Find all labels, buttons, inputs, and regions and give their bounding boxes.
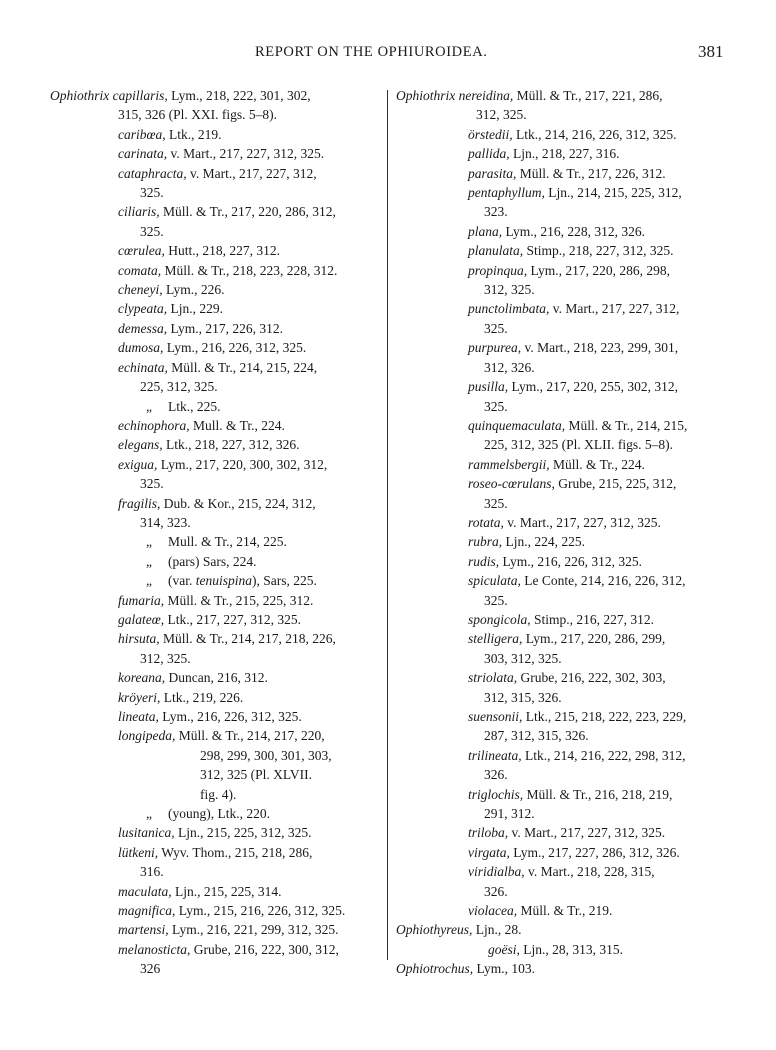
index-entry: [50, 435, 380, 454]
entry-refs: Lym., 217, 226, 312.: [167, 320, 284, 336]
index-entry: [396, 862, 736, 901]
index-entry: [50, 591, 380, 610]
entry-refs: Müll. & Tr., 217, 221, 286,: [513, 88, 663, 103]
species-name: pusilla,: [468, 379, 509, 395]
entry-line: [50, 435, 380, 454]
index-entry: [50, 144, 380, 163]
index-entry: [396, 668, 736, 707]
index-entry: [396, 513, 736, 532]
entry-line: [396, 241, 736, 260]
entry-refs: v. Mart., 217, 227, 312,: [549, 301, 680, 317]
index-entry: [396, 299, 736, 338]
entry-line: [396, 746, 736, 765]
species-name: echinata,: [118, 359, 168, 375]
index-column-right: [396, 86, 736, 979]
species-name: lütkeni,: [118, 844, 159, 860]
entry-refs: Ljn., 215, 225, 312, 325.: [174, 825, 312, 841]
entry-refs: Ltk., 214, 216, 226, 312, 325.: [512, 126, 677, 142]
species-name: exigua,: [118, 456, 158, 472]
page-number: 381: [698, 42, 724, 61]
species-name: viridialba,: [468, 864, 525, 880]
species-name: quinquemaculata,: [468, 417, 566, 433]
index-entry: [396, 707, 736, 746]
entry-refs: Müll. & Tr., 214, 217, 218, 226,: [159, 631, 336, 647]
entry-refs: Ljn., 224, 225.: [502, 534, 586, 550]
entry-continuation: 316.: [140, 864, 164, 880]
entry-line: [50, 164, 380, 183]
species-name: pallida,: [468, 146, 510, 162]
entry-refs: Duncan, 216, 312.: [165, 670, 268, 686]
index-entry: [50, 668, 380, 687]
entry-line: [50, 629, 380, 648]
entry-line: [50, 338, 380, 357]
entry-line: [396, 377, 736, 396]
index-entry: [50, 688, 380, 707]
species-name: punctolimbata,: [468, 301, 550, 317]
index-entry: [396, 746, 736, 785]
index-entry: [50, 455, 380, 494]
entry-line: [50, 416, 380, 435]
index-entry: [396, 823, 736, 842]
entry-line: [396, 222, 736, 241]
species-name: triglochis,: [468, 786, 524, 802]
species-name: örstedii,: [468, 126, 513, 142]
index-entry: [50, 86, 380, 125]
entry-line: [396, 668, 736, 687]
species-name: cataphracta,: [118, 165, 187, 181]
entry-continuation: 312, 315, 326.: [484, 689, 562, 705]
entry-continuation: fig. 4).: [200, 786, 237, 802]
entry-line: [396, 920, 736, 939]
entry-refs: v. Mart., 218, 223, 299, 301,: [521, 340, 679, 356]
entry-refs: v. Mart., 217, 227, 312, 325.: [508, 825, 666, 841]
entry-line: [396, 571, 736, 590]
ditto-mark: „: [146, 573, 152, 589]
species-name: plana,: [468, 223, 503, 239]
entry-refs: Stimp., 218, 227, 312, 325.: [523, 243, 674, 259]
entry-refs: Lym., 216, 228, 312, 326.: [502, 223, 646, 239]
entry-refs: Lym., 217, 220, 255, 302, 312,: [508, 379, 679, 395]
species-name: spongicola,: [468, 611, 531, 627]
species-name: caribœa,: [118, 126, 166, 142]
entry-continuation: 298, 299, 300, 301, 303,: [200, 747, 332, 763]
species-name: spiculata,: [468, 573, 521, 589]
index-entry: [396, 338, 736, 377]
entry-refs: Lym., 218, 222, 301, 302,: [167, 88, 311, 103]
species-name: rubra,: [468, 534, 503, 550]
entry-line: [396, 86, 736, 105]
entry-text: (var.: [168, 573, 196, 589]
ditto-mark: „: [146, 806, 152, 822]
entry-line: [50, 202, 380, 221]
index-entry: [50, 532, 380, 551]
species-name: roseo-cœrulans,: [468, 476, 555, 492]
entry-continuation: 314, 323.: [140, 514, 191, 530]
index-entry: [50, 920, 380, 939]
entry-refs: Mull. & Tr., 214, 225.: [168, 534, 287, 550]
species-name: propinqua,: [468, 262, 528, 278]
running-title: REPORT ON THE OPHIUROIDEA.: [255, 44, 488, 60]
species-name: longipeda,: [118, 728, 176, 744]
species-name: pentaphyllum,: [468, 185, 545, 201]
index-entry: [50, 299, 380, 318]
entry-line: [50, 571, 380, 590]
index-entry: [396, 164, 736, 183]
entry-refs: v. Mart., 218, 228, 315,: [524, 864, 655, 880]
species-name: purpurea,: [468, 340, 522, 356]
entry-refs: Stimp., 216, 227, 312.: [530, 611, 655, 627]
index-entry: [396, 377, 736, 416]
index-entry: [396, 261, 736, 300]
entry-line: [50, 823, 380, 842]
entry-refs: Lym., 217, 220, 300, 302, 312,: [157, 456, 328, 472]
index-entry: [50, 726, 380, 804]
index-entry: [396, 552, 736, 571]
index-entry: [50, 319, 380, 338]
entry-line: [396, 901, 736, 920]
entry-refs: Lym., 217, 220, 286, 298,: [527, 262, 671, 278]
entry-refs: Lym., 215, 216, 226, 312, 325.: [175, 903, 346, 919]
entry-line: [50, 455, 380, 474]
species-name: capillaris,: [112, 88, 168, 103]
running-header: [0, 44, 776, 66]
index-entry: [396, 455, 736, 474]
species-name: triloba,: [468, 825, 509, 841]
index-entry: [396, 416, 736, 455]
entry-line: [396, 532, 736, 551]
species-name: echinophora,: [118, 417, 190, 433]
entry-continuation: 325.: [140, 185, 164, 201]
index-entry: [396, 610, 736, 629]
entry-refs: Ljn., 229.: [167, 301, 223, 317]
entry-line: [396, 183, 736, 202]
index-entry: [396, 86, 736, 125]
entry-line: [50, 843, 380, 862]
entry-line: [396, 610, 736, 629]
entry-refs: ), Sars, 225.: [252, 573, 317, 589]
entry-refs: Ltk., 214, 216, 222, 298, 312,: [521, 747, 686, 763]
species-name: elegans,: [118, 437, 163, 453]
entry-line: [50, 358, 380, 377]
entry-refs: Ljn., 215, 225, 314.: [171, 883, 282, 899]
entry-line: [50, 668, 380, 687]
index-entry: [396, 144, 736, 163]
entry-continuation: 315, 326 (Pl. XXI. figs. 5–8).: [118, 107, 277, 123]
entry-refs: (pars) Sars, 224.: [168, 553, 257, 569]
entry-refs: Ltk., 219.: [165, 126, 222, 142]
entry-continuation: 325.: [140, 476, 164, 492]
index-entry: [396, 241, 736, 260]
entry-refs: Ltk., 225.: [168, 398, 221, 414]
entry-line: [396, 707, 736, 726]
entry-line: [396, 552, 736, 571]
entry-refs: Ltk., 215, 218, 222, 223, 229,: [522, 709, 687, 724]
entry-continuation: 325.: [484, 495, 508, 511]
column-divider: [387, 90, 388, 960]
species-name: demessa,: [118, 320, 168, 336]
species-name: magnifica,: [118, 903, 176, 919]
entry-refs: Müll. & Tr., 217, 220, 286, 312,: [159, 204, 336, 220]
entry-refs: (young), Ltk., 220.: [168, 806, 270, 822]
index-entry: [50, 843, 380, 882]
entry-line: [50, 591, 380, 610]
entry-continuation: 312, 325.: [484, 282, 535, 298]
entry-line: [396, 299, 736, 318]
species-name: galateœ,: [118, 611, 165, 627]
species-name: melanosticta,: [118, 941, 191, 957]
entry-refs: Müll. & Tr., 214, 217, 220,: [175, 728, 325, 744]
index-entry: [50, 571, 380, 590]
index-entry: [50, 882, 380, 901]
entry-continuation: 323.: [484, 204, 508, 220]
index-entry: [50, 261, 380, 280]
entry-line: [396, 940, 736, 959]
entry-line: [50, 882, 380, 901]
entry-continuation: 325.: [140, 223, 164, 239]
index-entry: [50, 241, 380, 260]
entry-refs: Lym., 216, 226, 312, 325.: [499, 553, 643, 569]
index-entry: [50, 397, 380, 416]
entry-line: [50, 726, 380, 745]
species-name: comata,: [118, 262, 162, 278]
entry-line: [50, 552, 380, 571]
entry-line: [396, 261, 736, 280]
genus-name: Ophiothrix: [50, 88, 113, 103]
entry-continuation: 312, 325 (Pl. XLVII.: [200, 767, 313, 783]
index-entry: [396, 920, 736, 939]
entry-refs: Lym., 217, 227, 286, 312, 326.: [509, 844, 680, 860]
index-entry: [50, 280, 380, 299]
entry-line: [396, 338, 736, 357]
entry-refs: Ltk., 218, 227, 312, 326.: [162, 437, 300, 453]
entry-line: [50, 144, 380, 163]
index-entry: [396, 959, 736, 978]
entry-refs: Müll. & Tr., 214, 215,: [565, 417, 688, 433]
species-name: dumosa,: [118, 340, 164, 356]
species-name: carinata,: [118, 146, 168, 162]
entry-refs: Lym., 216, 221, 299, 312, 325.: [168, 922, 339, 938]
entry-line: [50, 494, 380, 513]
entry-line: [50, 241, 380, 260]
entry-line: [50, 688, 380, 707]
entry-continuation: 325.: [484, 592, 508, 608]
entry-refs: Hutt., 218, 227, 312.: [164, 243, 281, 259]
species-name: koreana,: [118, 670, 166, 686]
entry-line: [396, 125, 736, 144]
species-name: stelligera,: [468, 631, 523, 647]
index-entry: [50, 629, 380, 668]
index-entry: [50, 164, 380, 203]
entry-line: [50, 901, 380, 920]
index-entry: [50, 804, 380, 823]
entry-line: [396, 164, 736, 183]
ditto-mark: „: [146, 398, 152, 414]
entry-continuation: 326.: [484, 883, 508, 899]
entry-refs: Dub. & Kor., 215, 224, 312,: [160, 495, 316, 511]
genus-name: Ophiothyreus,: [396, 922, 473, 938]
index-entry: [396, 629, 736, 668]
species-name: hirsuta,: [118, 631, 160, 647]
entry-refs: Müll. & Tr., 224.: [549, 456, 645, 472]
entry-refs: Müll. & Tr., 215, 225, 312.: [164, 592, 314, 608]
species-name: trilineata,: [468, 747, 522, 763]
index-entry: [396, 940, 736, 959]
species-name: maculata,: [118, 883, 172, 899]
species-name: cheneyi,: [118, 282, 163, 298]
index-entry: [50, 552, 380, 571]
entry-line: [50, 920, 380, 939]
species-name: clypeata,: [118, 301, 168, 317]
entry-line: [396, 785, 736, 804]
species-name: lusitanica,: [118, 825, 175, 841]
species-name: martensi,: [118, 922, 169, 938]
entry-line: [50, 397, 380, 416]
entry-line: [50, 532, 380, 551]
index-entry: [50, 202, 380, 241]
entry-refs: Ljn., 28.: [472, 922, 522, 938]
index-entry: [50, 901, 380, 920]
entry-refs: v. Mart., 217, 227, 312,: [186, 165, 317, 181]
entry-refs: Müll. & Tr., 219.: [517, 903, 613, 919]
species-name: rudis,: [468, 553, 500, 569]
entry-continuation: 312, 325.: [140, 650, 191, 666]
species-name: striolata,: [468, 670, 518, 686]
entry-line: [396, 629, 736, 648]
index-entry: [50, 823, 380, 842]
entry-line: [396, 843, 736, 862]
entry-line: [396, 823, 736, 842]
species-name: fumaria,: [118, 592, 165, 608]
entry-refs: Ltk., 219, 226.: [160, 689, 244, 705]
index-entry: [396, 571, 736, 610]
entry-line: [50, 299, 380, 318]
entry-refs: Grube, 216, 222, 302, 303,: [517, 670, 666, 686]
species-name: kröyeri,: [118, 689, 161, 705]
index-entry: [396, 901, 736, 920]
index-entry: [396, 474, 736, 513]
entry-line: [50, 610, 380, 629]
entry-refs: Le Conte, 214, 216, 226, 312,: [520, 573, 686, 589]
entry-line: [396, 862, 736, 881]
entry-refs: Lym., 216, 226, 312, 325.: [158, 709, 302, 724]
entry-line: [396, 144, 736, 163]
index-entry: [50, 416, 380, 435]
entry-line: [396, 959, 736, 978]
index-entry: [396, 532, 736, 551]
entry-refs: Lym., 103.: [473, 961, 536, 977]
entry-line: [50, 280, 380, 299]
entry-refs: Lym., 217, 220, 286, 299,: [522, 631, 666, 647]
entry-continuation: 312, 325.: [476, 107, 527, 123]
index-entry: [50, 358, 380, 397]
entry-continuation: 303, 312, 325.: [484, 650, 562, 666]
entry-continuation: 225, 312, 325 (Pl. XLII. figs. 5–8).: [484, 437, 673, 453]
entry-refs: Grube, 215, 225, 312,: [554, 476, 677, 492]
index-entry: [50, 610, 380, 629]
entry-line: [50, 86, 380, 105]
entry-line: [396, 455, 736, 474]
species-name: cœrulea,: [118, 243, 165, 259]
entry-line: [396, 474, 736, 493]
species-name: rammelsbergii,: [468, 456, 550, 472]
entry-refs: v. Mart., 217, 227, 312, 325.: [503, 514, 661, 530]
species-name: violacea,: [468, 903, 518, 919]
entry-continuation: 326.: [484, 767, 508, 783]
index-entry: [396, 222, 736, 241]
index-entry: [50, 707, 380, 726]
species-name: planulata,: [468, 243, 524, 259]
entry-line: [50, 940, 380, 959]
entry-refs: Ljn., 214, 215, 225, 312,: [544, 185, 682, 201]
genus-name: Ophiothrix: [396, 88, 459, 103]
index-entry: [396, 125, 736, 144]
species-name: virgata,: [468, 844, 510, 860]
entry-continuation: 325.: [484, 398, 508, 414]
entry-continuation: 312, 326.: [484, 359, 535, 375]
index-entry: [396, 183, 736, 222]
entry-line: [396, 416, 736, 435]
index-entry: [50, 494, 380, 533]
index-entry: [396, 843, 736, 862]
species-name: nereidina,: [458, 88, 514, 103]
entry-refs: Lym., 216, 226, 312, 325.: [163, 340, 307, 356]
entry-refs: Müll. & Tr., 214, 215, 224,: [167, 359, 318, 375]
entry-refs: Lym., 226.: [162, 282, 225, 298]
entry-line: [50, 319, 380, 338]
entry-refs: Grube, 216, 222, 300, 312,: [190, 941, 339, 957]
entry-refs: Müll. & Tr., 216, 218, 219,: [523, 786, 673, 802]
index-entry: [396, 785, 736, 824]
entry-line: [50, 707, 380, 726]
entry-refs: v. Mart., 217, 227, 312, 325.: [167, 146, 325, 162]
entry-line: [50, 804, 380, 823]
entry-continuation: 326: [140, 961, 161, 977]
species-name: suensonii,: [468, 709, 523, 724]
entry-refs: Müll. & Tr., 218, 223, 228, 312.: [161, 262, 338, 278]
entry-refs: Müll. & Tr., 217, 226, 312.: [516, 165, 666, 181]
ditto-mark: „: [146, 553, 152, 569]
index-entry: [50, 940, 380, 979]
species-name: fragilis,: [118, 495, 161, 511]
species-name: ciliaris,: [118, 204, 160, 220]
genus-name: Ophiotrochus,: [396, 961, 474, 977]
ditto-mark: „: [146, 534, 152, 550]
entry-refs: Ltk., 217, 227, 312, 325.: [164, 611, 301, 627]
species-name: lineata,: [118, 709, 159, 724]
entry-refs: Ljn., 28, 313, 315.: [519, 941, 623, 957]
species-name: goësi,: [488, 941, 520, 957]
entry-continuation: 325.: [484, 320, 508, 336]
entry-line: [396, 513, 736, 532]
entry-refs: Mull. & Tr., 224.: [189, 417, 285, 433]
entry-refs: Wyv. Thom., 215, 218, 286,: [158, 844, 313, 860]
index-entry: [50, 338, 380, 357]
species-name: rotata,: [468, 514, 504, 530]
entry-continuation: 287, 312, 315, 326.: [484, 728, 589, 744]
entry-line: [50, 261, 380, 280]
entry-continuation: 291, 312.: [484, 806, 535, 822]
index-entry: [50, 125, 380, 144]
entry-line: [50, 125, 380, 144]
entry-refs: Ljn., 218, 227, 316.: [509, 146, 620, 162]
entry-continuation: 225, 312, 325.: [140, 379, 218, 395]
variety-name: tenuispina: [195, 573, 252, 589]
index-column-left: [50, 86, 380, 979]
species-name: parasita,: [468, 165, 517, 181]
